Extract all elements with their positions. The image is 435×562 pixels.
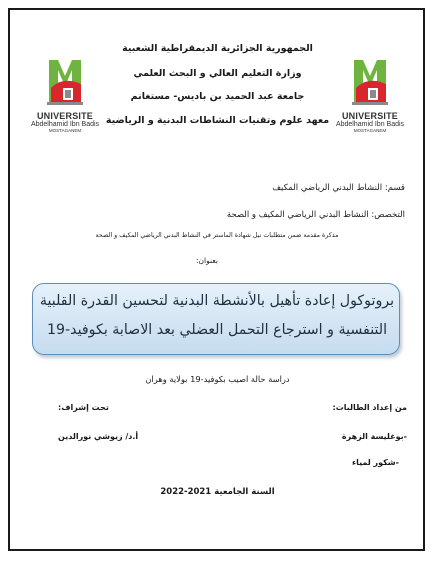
- university-city: MOSTAGANEM: [353, 128, 387, 133]
- institute-heading: معهد علوم وتقنيات النشاطات البدنية و الرياضية: [105, 115, 330, 126]
- thesis-title-line-2: التنفسية و استرجاع التحمل العضلي بعد الاصابة بكوفيد-19: [46, 322, 388, 338]
- university-subname: Abdelhamid Ibn Badis: [335, 121, 405, 128]
- supervisor-label: تحت إشراف:: [58, 403, 109, 412]
- memoir-note: مذكرة مقدمة ضمن متطلبات نيل شهادة الماستر في النشاط البدني الرياضي المكيف و الصحة: [95, 232, 339, 239]
- university-city: MOSTAGANEM: [48, 128, 82, 133]
- students-label: من إعداد الطالبات:: [332, 403, 407, 412]
- university-logo-right: [320, 58, 420, 138]
- specialty-label: التخصص: النشاط البدني الرياضي المكيف و الصحة: [226, 210, 405, 220]
- republic-heading: الجمهورية الجزائرية الديمقراطية الشعبية: [122, 43, 313, 54]
- university-logo-left: [15, 58, 115, 138]
- university-name: UNIVERSITE: [341, 111, 398, 121]
- department-label: قسم: النشاط البدني الرياضي المكيف: [272, 183, 405, 193]
- ministry-heading: وزارة التعليم العالي و البحث العلمي: [133, 68, 302, 79]
- student-name-1: -بوغليسة الزهرة: [341, 432, 407, 441]
- university-emblem-icon: [348, 58, 392, 110]
- supervisor-name: أ.د/ زيوشي نورالدين: [58, 432, 139, 441]
- university-emblem-icon: [43, 58, 87, 110]
- thesis-title-line-1: بروتوكول إعادة تأهيل بالأنشطة البدنية لتحسين القدرة القلبية: [39, 293, 395, 309]
- title-intro-label: بعنوان:: [196, 256, 218, 265]
- university-subname: Abdelhamid Ibn Badis: [30, 121, 100, 128]
- university-name: UNIVERSITE: [36, 111, 93, 121]
- student-name-2: -شكور لمياء: [352, 458, 399, 467]
- university-heading: جامعة عبد الحميد بن باديس- مستغانم: [130, 91, 305, 102]
- academic-year: السنة الجامعية 2021-2022: [160, 487, 275, 497]
- case-study-subtitle: دراسة حالة اصيب بكوفيد-19 بولاية وهران: [145, 374, 290, 384]
- thesis-title-box: [32, 283, 400, 355]
